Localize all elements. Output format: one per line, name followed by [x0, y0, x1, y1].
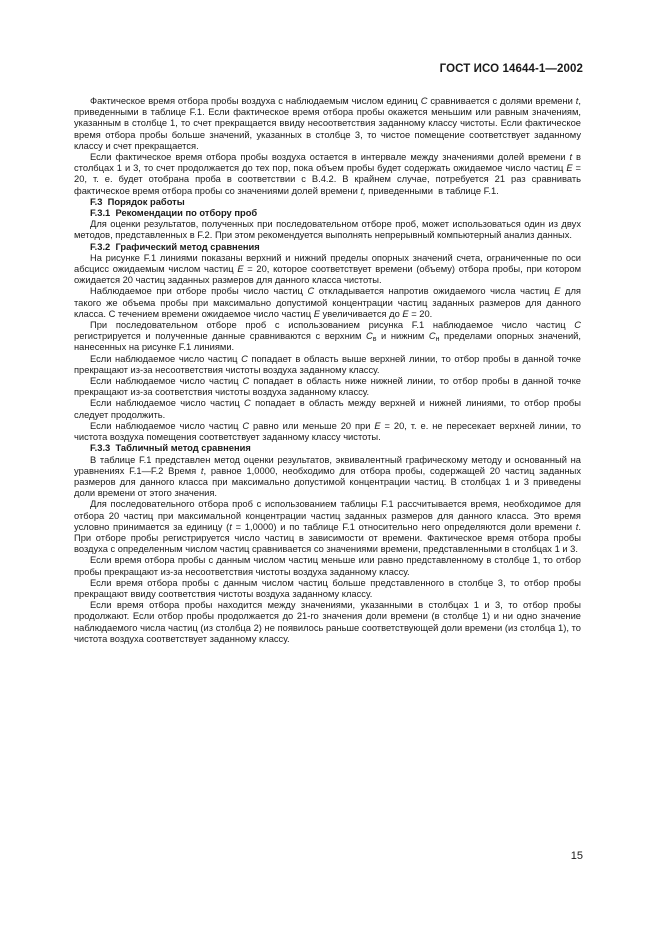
section-heading: F.3 Порядок работы [90, 196, 185, 207]
paragraph: На рисунке F.1 линиями показаны верхний и нижний пределы опорных значений счета, ограниченные по оси абсцисс ожидаемым числом частиц E = 20, которое соответствует времени (объему) отбора пробы, при котором ожидается 20 частиц заданных размеров для данного класса чистоты. [74, 252, 581, 286]
paragraph: Если наблюдаемое число частиц C попадает в область между верхней и нижней линиями, то отбор пробы следует продолжить. [74, 398, 581, 420]
paragraph: Фактическое время отбора пробы воздуха с наблюдаемым числом единиц C сравнивается с долями времени t, приведенными в таблице F.1. Если фактическое время отбора пробы окажется меньшим или равным значениям, указанным в столбце 1, то счет прекращается ввиду несоответствия заданному классу чистоты. Если фактическое время отбора пробы больше значений, указанных в столбце 3, то чистое помещение соответствует заданному классу и счет прекращается. [74, 96, 581, 151]
document-header: ГОСТ ИСО 14644-1—2002 [439, 63, 583, 75]
paragraph: Если наблюдаемое число частиц C равно или меньше 20 при E = 20, т. е. не пересекает верхней линии, то чистота воздуха помещения соответствует заданному классу чистоты. [74, 420, 581, 443]
paragraph: Наблюдаемое при отборе пробы число частиц C откладывается напротив ожидаемого числа частиц E для такого же объема пробы при максимально допустимой концентрации частиц заданных размеров для данного класса. С течением времени ожидаемое число частиц E увеличивается до E = 20. [74, 286, 581, 319]
section-heading: F.3.3 Табличный метод сравнения [90, 443, 251, 454]
paragraph: Если время отбора пробы с данным числом частиц больше представленного в столбце 3, то отбор пробы прекращают ввиду соответствия чистоты воздуха заданному классу. [74, 577, 581, 599]
paragraph: Если время отбора пробы с данным числом частиц меньше или равно представленному в столбце 1, то отбор пробы прекращают из-за несоответствия чистоты воздуха заданному классу. [74, 555, 581, 577]
paragraph: При последовательном отборе проб с использованием рисунка F.1 наблюдаемое число частиц C регистрируется и полученные данные сравниваются с верхним $C_в$ и нижним $C_н$ пределами опорных значений, нанесенных на рисунке F.1 линиями. [74, 320, 581, 353]
paragraph: В таблице F.1 представлен метод оценки результатов, эквивалентный графическому методу и основанный на уравнениях F.1—F.2 Время t, равное 1,0000, необходимо для отбора пробы, содержащей 20 частиц заданных размеров для данного класса при максимально допустимой концентрации частиц. В столбцах 1 и 3 приведены доли времени от этого значения. [74, 454, 581, 499]
paragraph: Если наблюдаемое число частиц C попадает в область выше верхней линии, то отбор пробы в данной точке прекращают из-за несоответствия чистоты воздуха заданному классу. [74, 353, 581, 375]
paragraph: Для оценки результатов, полученных при последовательном отборе проб, может использоваться один из двух методов, представленных в F.2. При этом рекомендуется выполнять непрерывный компьютерный анализ данных. [74, 219, 581, 241]
paragraph: Для последовательного отбора проб с использованием таблицы F.1 рассчитывается время, необходимое для отбора 20 частиц при максимальной концентрации частиц заданных размеров для данного класса. Это время условно принимается за единицу (t = 1,0000) и по таблице F.1 относительно него определяются доли времени t. При отборе пробы регистрируется число частиц в зависимости от времени. Фактическое время отбора пробы воздуха с определенным числом частиц сравнивается со значениями времени, представленными в столбцах 1 и 3. [74, 499, 582, 555]
paragraph: Если время отбора пробы находится между значениями, указанными в столбцах 1 и 3, то отбор пробы продолжают. Если отбор пробы продолжается до 21-го значения доли времени (в столбце 1) и ни одно значение наблюдаемого числа частиц (из столбца 2) не появилось раньше соответствующей доли времени (из столбца 1), то чистота воздуха соответствует заданному классу. [74, 600, 581, 644]
section-heading: F.3.1 Рекомендации по отбору проб [90, 208, 258, 219]
paragraph: Если наблюдаемое число частиц C попадает в область ниже нижней линии, то отбор пробы в данной точке прекращают из-за соответствия чистоты воздуха заданному классу. [74, 376, 581, 398]
page-number: 15 [570, 850, 583, 862]
document-body [74, 96, 581, 645]
section-heading: F.3.2 Графический метод сравнения [90, 241, 260, 252]
paragraph: Если фактическое время отбора пробы воздуха остается в интервале между значениями долей времени t в столбцах 1 и 3, то счет продолжается до тех пор, пока объем пробы будет содержать ожидаемое число частиц E = 20, т. е. будет отобрана проба в соответствии с В.4.2. В крайнем случае, потребуется 21 раз сравнивать фактическое время отбора пробы со значениями долей времени t, приведенными в таблице F.1. [74, 152, 581, 196]
